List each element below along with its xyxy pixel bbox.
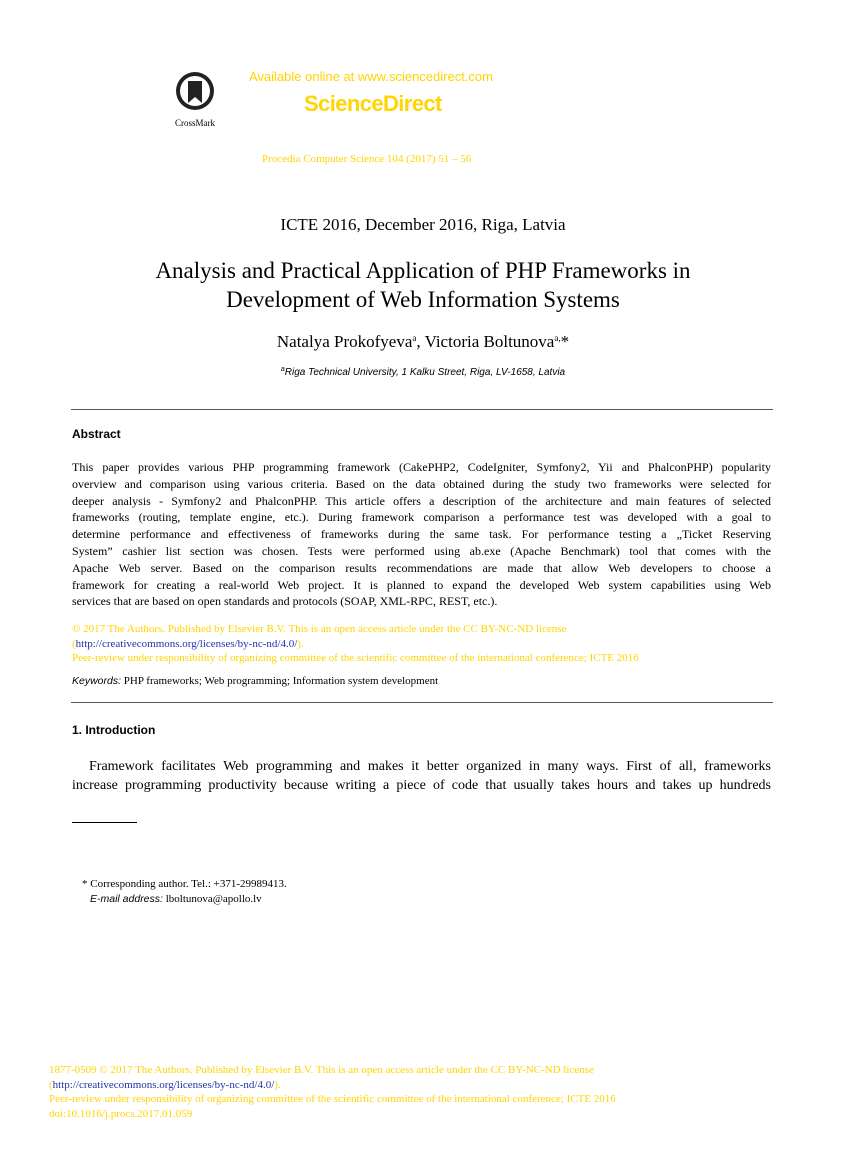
abstract-line: frameworks (routing, template engine, etc.). During framework comparison a performance test was developed with a goal to [72,510,771,525]
email-note [82,892,287,907]
license-url-line [72,637,782,652]
email-label: E-mail address: [90,892,163,905]
introduction-heading: 1. Introduction [72,723,156,737]
abstract-body [72,459,771,610]
footer-block [49,1063,749,1121]
title-line-2: Development of Web Information Systems [226,287,620,312]
available-online: Available online at www.sciencedirect.com [249,69,493,84]
abstract-line: This paper provides various PHP programming framework (CakePHP2, CodeIgniter, Symfony2, Yii and PhalconPHP) popularity [72,460,771,474]
author-separator: , [416,332,425,351]
abstract-line: deeper analysis - Symfony2 and PhalconPHP. This article offers a description of the architecture and main features of selected [72,493,771,508]
footer-open-paren: ( [49,1078,53,1091]
affiliation-mark: a [280,366,285,373]
footnote-rule [72,822,137,823]
abstract-heading: Abstract [72,427,121,441]
footnote [82,877,287,906]
footer-close-paren: ). [274,1078,281,1091]
crossmark-icon [166,70,224,114]
license-close-paren: ). [297,637,304,650]
footer-url-line [49,1078,749,1093]
introduction-line: Framework facilitates Web programming and makes it better organized in many ways. First of all, frameworks [89,759,771,774]
author-2: Victoria Boltunova [424,332,555,351]
paper-title [0,256,846,314]
authors [0,332,846,352]
introduction-body [72,758,771,795]
affiliation-text: Riga Technical University, 1 Kalku Street, Riga, LV-1658, Latvia [284,367,566,378]
footer-license-line: 1877-0509 © 2017 The Authors. Published by Elsevier B.V. This is an open access article under the CC BY-NC-ND license [49,1064,594,1076]
keywords [72,675,438,687]
bottom-rule [71,702,773,703]
keywords-text: PHP frameworks; Web programming; Information system development [121,675,439,687]
conference-line: ICTE 2016, December 2016, Riga, Latvia [280,215,566,234]
sciencedirect-logo: ScienceDirect [304,91,442,116]
license-open-paren: ( [72,637,76,650]
corresponding-author-mark: * [560,332,570,351]
license-url-link[interactable]: http://creativecommons.org/licenses/by-nc-nd/4.0/ [75,637,298,650]
abstract-line: Apache Web server. Based on the comparison results recommendations are made that allow Web developers to choose a [72,560,771,575]
abstract-line: overview and comparison using various criteria. Based on the data obtained during the study two frameworks were selected for [72,476,771,491]
author-2-affiliation-mark: a, [554,333,561,343]
abstract-line: services that are based on open standards and protocols (SOAP, XML-RPC, REST, etc.). [72,594,498,609]
crossmark-label: CrossMark [175,118,215,128]
license-block [72,622,782,666]
footer-url-link[interactable]: http://creativecommons.org/licenses/by-nc-nd/4.0/ [52,1078,275,1091]
abstract-line: determine performance and effectiveness of frameworks during the same task. For performance testing a „Ticket Reserving [72,527,771,542]
footer-doi[interactable]: doi:10.1016/j.procs.2017.01.059 [49,1107,193,1120]
abstract-line: framework for creating a real-world Web project. It is planned to expand the developed Web system capabilities using Web [72,577,771,592]
introduction-line: increase programming productivity because writing a piece of code that usually takes hours and takes up hundreds [72,777,771,793]
top-rule [71,409,773,410]
keywords-label: Keywords: [72,675,122,687]
affiliation [0,366,846,378]
abstract-line: System” cashier list section was chosen. Tests were performed using ab.exe (Apache Benchmark) tool that comes with the [72,543,771,558]
corresponding-author-note: * Corresponding author. Tel.: +371-29989413. [82,878,287,890]
email-address[interactable]: lboltunova@apollo.lv [162,892,262,905]
peer-review-line: Peer-review under responsibility of organizing committee of the scientific committee of the international conference; ICTE 2016 [72,652,639,664]
author-1-affiliation-mark: a [412,333,417,343]
crossmark-logo[interactable] [166,70,224,126]
license-line: © 2017 The Authors. Published by Elsevier B.V. This is an open access article under the CC BY-NC-ND license [72,623,567,635]
author-1: Natalya Prokofyeva [276,332,413,351]
journal-reference: Procedia Computer Science 104 (2017) 51 – 56 [262,153,472,165]
title-line-1: Analysis and Practical Application of PHP Frameworks in [155,258,691,283]
footer-peer-review-line: Peer-review under responsibility of organizing committee of the scientific committee of the international conference; ICTE 2016 [49,1093,616,1105]
